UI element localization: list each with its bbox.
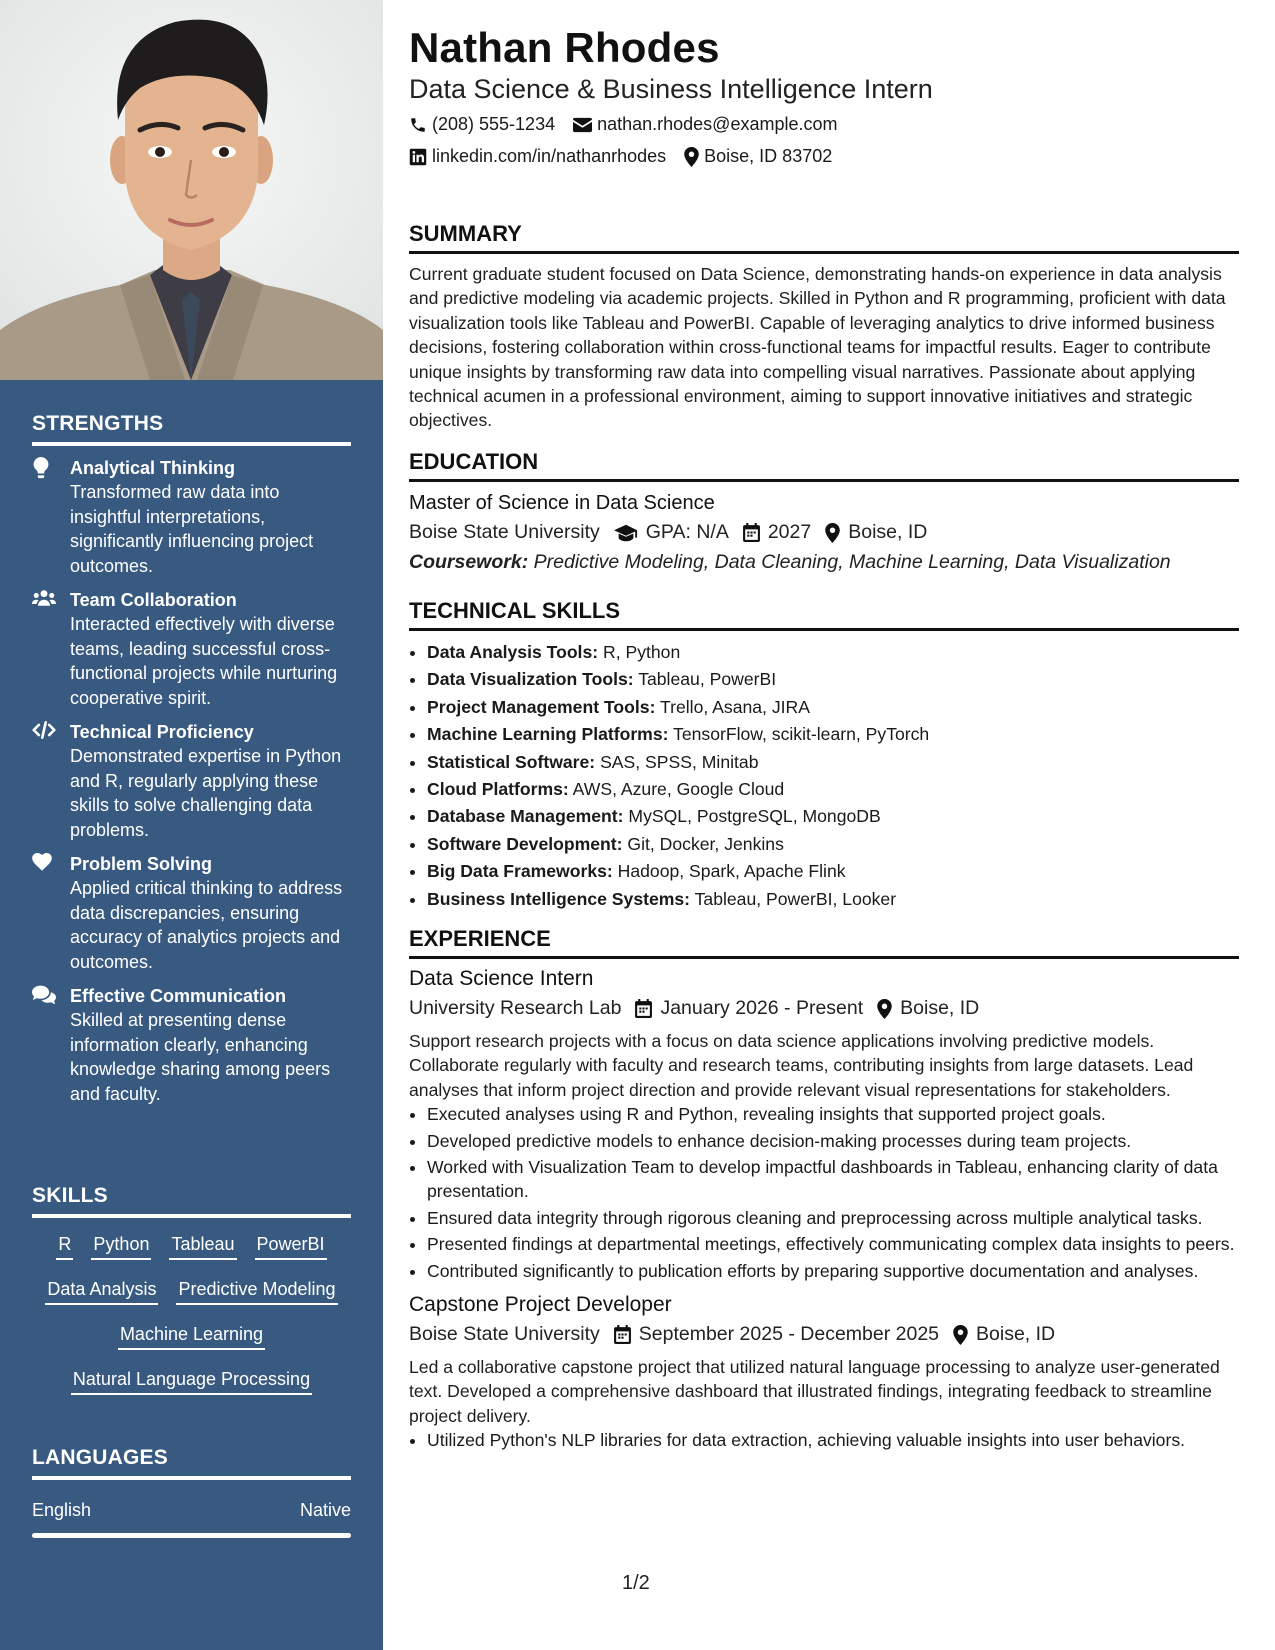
skill-values: Tableau, PowerBI, Looker [694,888,897,909]
technical-skill-item [427,858,1239,885]
technical-skills-list [409,639,1239,913]
job-location-item [953,1323,1055,1346]
calendar-icon [614,1325,631,1344]
job-meta [409,1323,1239,1346]
coursework-list: Predictive Modeling, Data Cleaning, Machine Learning, Data Visualization [533,551,1171,573]
strength-desc: Applied critical thinking to address data discrepancies, ensuring accuracy of analytics projects and outcomes. [70,878,343,972]
contact-row-2 [409,146,832,167]
education-heading: EDUCATION [409,449,1239,482]
strength-item [32,456,351,578]
language-level: Native [299,1500,351,1520]
skill-category: Machine Learning Platforms: [427,724,669,745]
skills-tags [32,1224,351,1404]
location-contact [684,146,832,167]
job-bullet: • Presented findings at departmental meetings, effectively communicating complex data insights to peers. [427,1232,1239,1256]
strength-desc: Skilled at presenting dense information clearly, enhancing knowledge sharing among peers and faculty. [70,1010,331,1104]
strength-title: Technical Proficiency [70,722,254,742]
skill-category: Data Visualization Tools: [427,669,634,690]
skill-tag: Natural Language Processing [71,1368,312,1395]
experience-section [409,926,1239,1455]
lightbulb-icon [32,456,70,578]
strength-title: Problem Solving [70,854,213,874]
skill-category: Business Intelligence Systems: [427,888,691,909]
languages-heading: LANGUAGES [32,1446,351,1480]
skill-values: AWS, Azure, Google Cloud [572,779,785,800]
strength-item [32,984,351,1106]
email-contact[interactable] [573,114,837,135]
job-summary: Led a collaborative capstone project that utilized natural language processing to analyze user-generated text. Developed a comprehensive dashboard that illustrated findings, integrating feedback to streamline project delivery. [409,1357,1220,1426]
language-name: English [32,1500,92,1520]
summary-heading: SUMMARY [409,221,1239,254]
skill-category: Project Management Tools: [427,696,656,717]
skill-values: TensorFlow, scikit-learn, PyTorch [673,724,930,745]
job-bullet: • Utilized Python's NLP libraries for data extraction, achieving valuable insights into user behaviors. [427,1428,1239,1452]
strength-desc: Interacted effectively with diverse teams, leading successful cross-functional projects while nurturing cooperative spirit. [70,614,338,708]
skill-tag: Machine Learning [118,1323,265,1350]
skill-values: Trello, Asana, JIRA [660,696,810,717]
strength-desc: Transformed raw data into insightful interpretations, significantly influencing project outcomes. [70,482,314,576]
job-dates: January 2026 - Present [660,997,864,1019]
heart-icon [32,852,70,974]
year-text: 2027 [767,521,812,543]
skill-category: Cloud Platforms: [427,779,569,800]
job-org-item [409,997,621,1020]
linkedin-icon [409,148,427,166]
job-bullet: • Worked with Visualization Team to develop impactful dashboards in Tableau, enhancing clarity of data presentation. [427,1155,1239,1204]
technical-skill-item [427,666,1239,693]
job-meta [409,997,1239,1020]
skill-category: Statistical Software: [427,751,596,772]
strengths-section [32,412,351,1106]
strength-item [32,588,351,710]
strength-text [70,984,351,1106]
skill-tag: Python [91,1233,151,1260]
phone-contact [409,114,555,135]
job-bullets [409,1428,1239,1452]
job-org: Boise State University [409,1323,600,1346]
coursework-label: Coursework: [409,551,529,573]
job-bullet: • Contributed significantly to publication efforts by preparing supportive documentation and analyses. [427,1259,1239,1283]
skill-values: Hadoop, Spark, Apache Flink [617,861,846,882]
coursework [409,551,1239,574]
school-item [409,521,600,544]
strengths-list [32,456,351,1106]
strength-text [70,456,351,578]
skills-heading: SKILLS [32,1184,351,1218]
location-text: Boise, ID 83702 [704,146,833,166]
skill-tag: Tableau [169,1233,236,1260]
technical-skills-heading: TECHNICAL SKILLS [409,598,1239,631]
skill-category: Database Management: [427,806,624,827]
map-pin-icon [877,999,892,1019]
technical-skill-item [427,694,1239,721]
users-icon [32,588,70,710]
skill-category: Software Development: [427,833,623,854]
skill-values: R, Python [602,642,681,662]
comments-icon [32,984,70,1106]
job-org: University Research Lab [409,997,622,1019]
linkedin-text: linkedin.com/in/nathanrhodes [432,146,667,166]
technical-skill-item [427,639,1239,666]
skill-values: Tableau, PowerBI [638,669,777,690]
job-dates-item [635,997,863,1020]
job-bullets [409,1102,1239,1283]
skill-category: Big Data Frameworks: [427,861,613,882]
job-title: Capstone Project Developer [409,1293,672,1317]
gpa-item [614,521,729,544]
year-item [743,521,811,544]
calendar-icon [635,999,652,1018]
language-level-bar [32,1533,351,1538]
graduation-cap-icon [614,524,638,542]
gpa-text: GPA: N/A [645,521,729,543]
skill-tag: Data Analysis [45,1278,158,1305]
school-name: Boise State University [409,521,600,543]
technical-skill-item [427,749,1239,776]
technical-skill-item [427,831,1239,858]
map-pin-icon [684,147,699,167]
summary-text: Current graduate student focused on Data Science, demonstrating hands-on experience in data analysis and predictive modeling via academic projects. Skilled in Python and R programming, proficient with data visualization tools like Tableau and PowerBI. Capable of leveraging analytics to drive informed business decisions, fostering collaboration within cross-functional teams for impactful results. Eager to contribute unique insights by transforming raw data into compelling visual narratives. Passionate about applying technical acumen in a professional environment, aiming to support innovative initiatives and strategic objectives. [409,264,1226,431]
email-text: nathan.rhodes@example.com [597,114,838,134]
technical-skill-item [427,776,1239,803]
edu-location-text: Boise, ID [848,521,928,543]
candidate-name: Nathan Rhodes [409,24,720,71]
technical-skill-item [427,886,1239,913]
profile-photo [0,0,383,380]
technical-skills-section [409,598,1239,913]
job-title: Data Science Intern [409,967,594,990]
envelope-icon [573,117,592,133]
jobs-list [409,967,1239,1453]
technical-skill-item [427,803,1239,830]
job-bullet: • Ensured data integrity through rigorous cleaning and preprocessing across multiple analytical tasks. [427,1206,1239,1230]
linkedin-contact[interactable] [409,146,666,167]
job-entry [409,1293,1239,1453]
strength-title: Effective Communication [70,986,287,1006]
strength-item [32,720,351,842]
job-bullet: • Developed predictive models to enhance decision-making processes during team projects. [427,1129,1239,1153]
education-section [409,449,1239,574]
strength-desc: Demonstrated expertise in Python and R, regularly applying these skills to solve challenging data problems. [70,746,342,840]
map-pin-icon [825,523,840,543]
job-dates-item [614,1323,939,1346]
strengths-heading: STRENGTHS [32,412,351,446]
skill-values: SAS, SPSS, Minitab [600,751,759,772]
skills-section [32,1184,351,1404]
phone-text: (208) 555-1234 [432,114,556,134]
degree-title: Master of Science in Data Science [409,492,715,514]
job-summary: Support research projects with a focus on data science applications involving predictive models. Collaborate regularly with faculty and research teams, contributing insights from large datasets. Lead analyses that inform project direction and provide relevant visual representations for stakeholders. [409,1031,1194,1100]
strength-text [70,852,351,974]
skill-values: Git, Docker, Jenkins [627,833,784,854]
strength-text [70,588,351,710]
language-row [32,1500,351,1521]
phone-icon [409,116,427,134]
summary-section [409,221,1239,433]
job-location: Boise, ID [976,1323,1056,1346]
map-pin-icon [953,1325,968,1345]
sidebar [0,0,383,1650]
strength-title: Team Collaboration [70,590,237,610]
job-entry [409,967,1239,1283]
skill-values: MySQL, PostgreSQL, MongoDB [628,806,881,827]
strength-item [32,852,351,974]
job-bullet: • Executed analyses using R and Python, revealing insights that supported project goals. [427,1102,1239,1126]
skill-tag: Predictive Modeling [176,1278,337,1305]
contact-row-1 [409,114,838,135]
job-dates: September 2025 - December 2025 [638,1323,940,1346]
code-icon [32,720,70,842]
languages-section [32,1446,351,1538]
strength-title: Analytical Thinking [70,458,236,478]
candidate-role: Data Science & Business Intelligence Intern [409,74,933,104]
page-number: 1/2 [622,1572,650,1594]
experience-heading: EXPERIENCE [409,926,1239,959]
education-meta [409,521,1239,544]
technical-skill-item [427,721,1239,748]
strength-text [70,720,351,842]
edu-location-item [825,521,927,544]
calendar-icon [743,523,760,542]
skill-category: Data Analysis Tools: [427,642,599,662]
job-location-item [877,997,979,1020]
job-location: Boise, ID [900,997,980,1019]
skill-tag: R [56,1233,73,1260]
skill-tag: PowerBI [255,1233,327,1260]
job-org-item [409,1323,600,1346]
